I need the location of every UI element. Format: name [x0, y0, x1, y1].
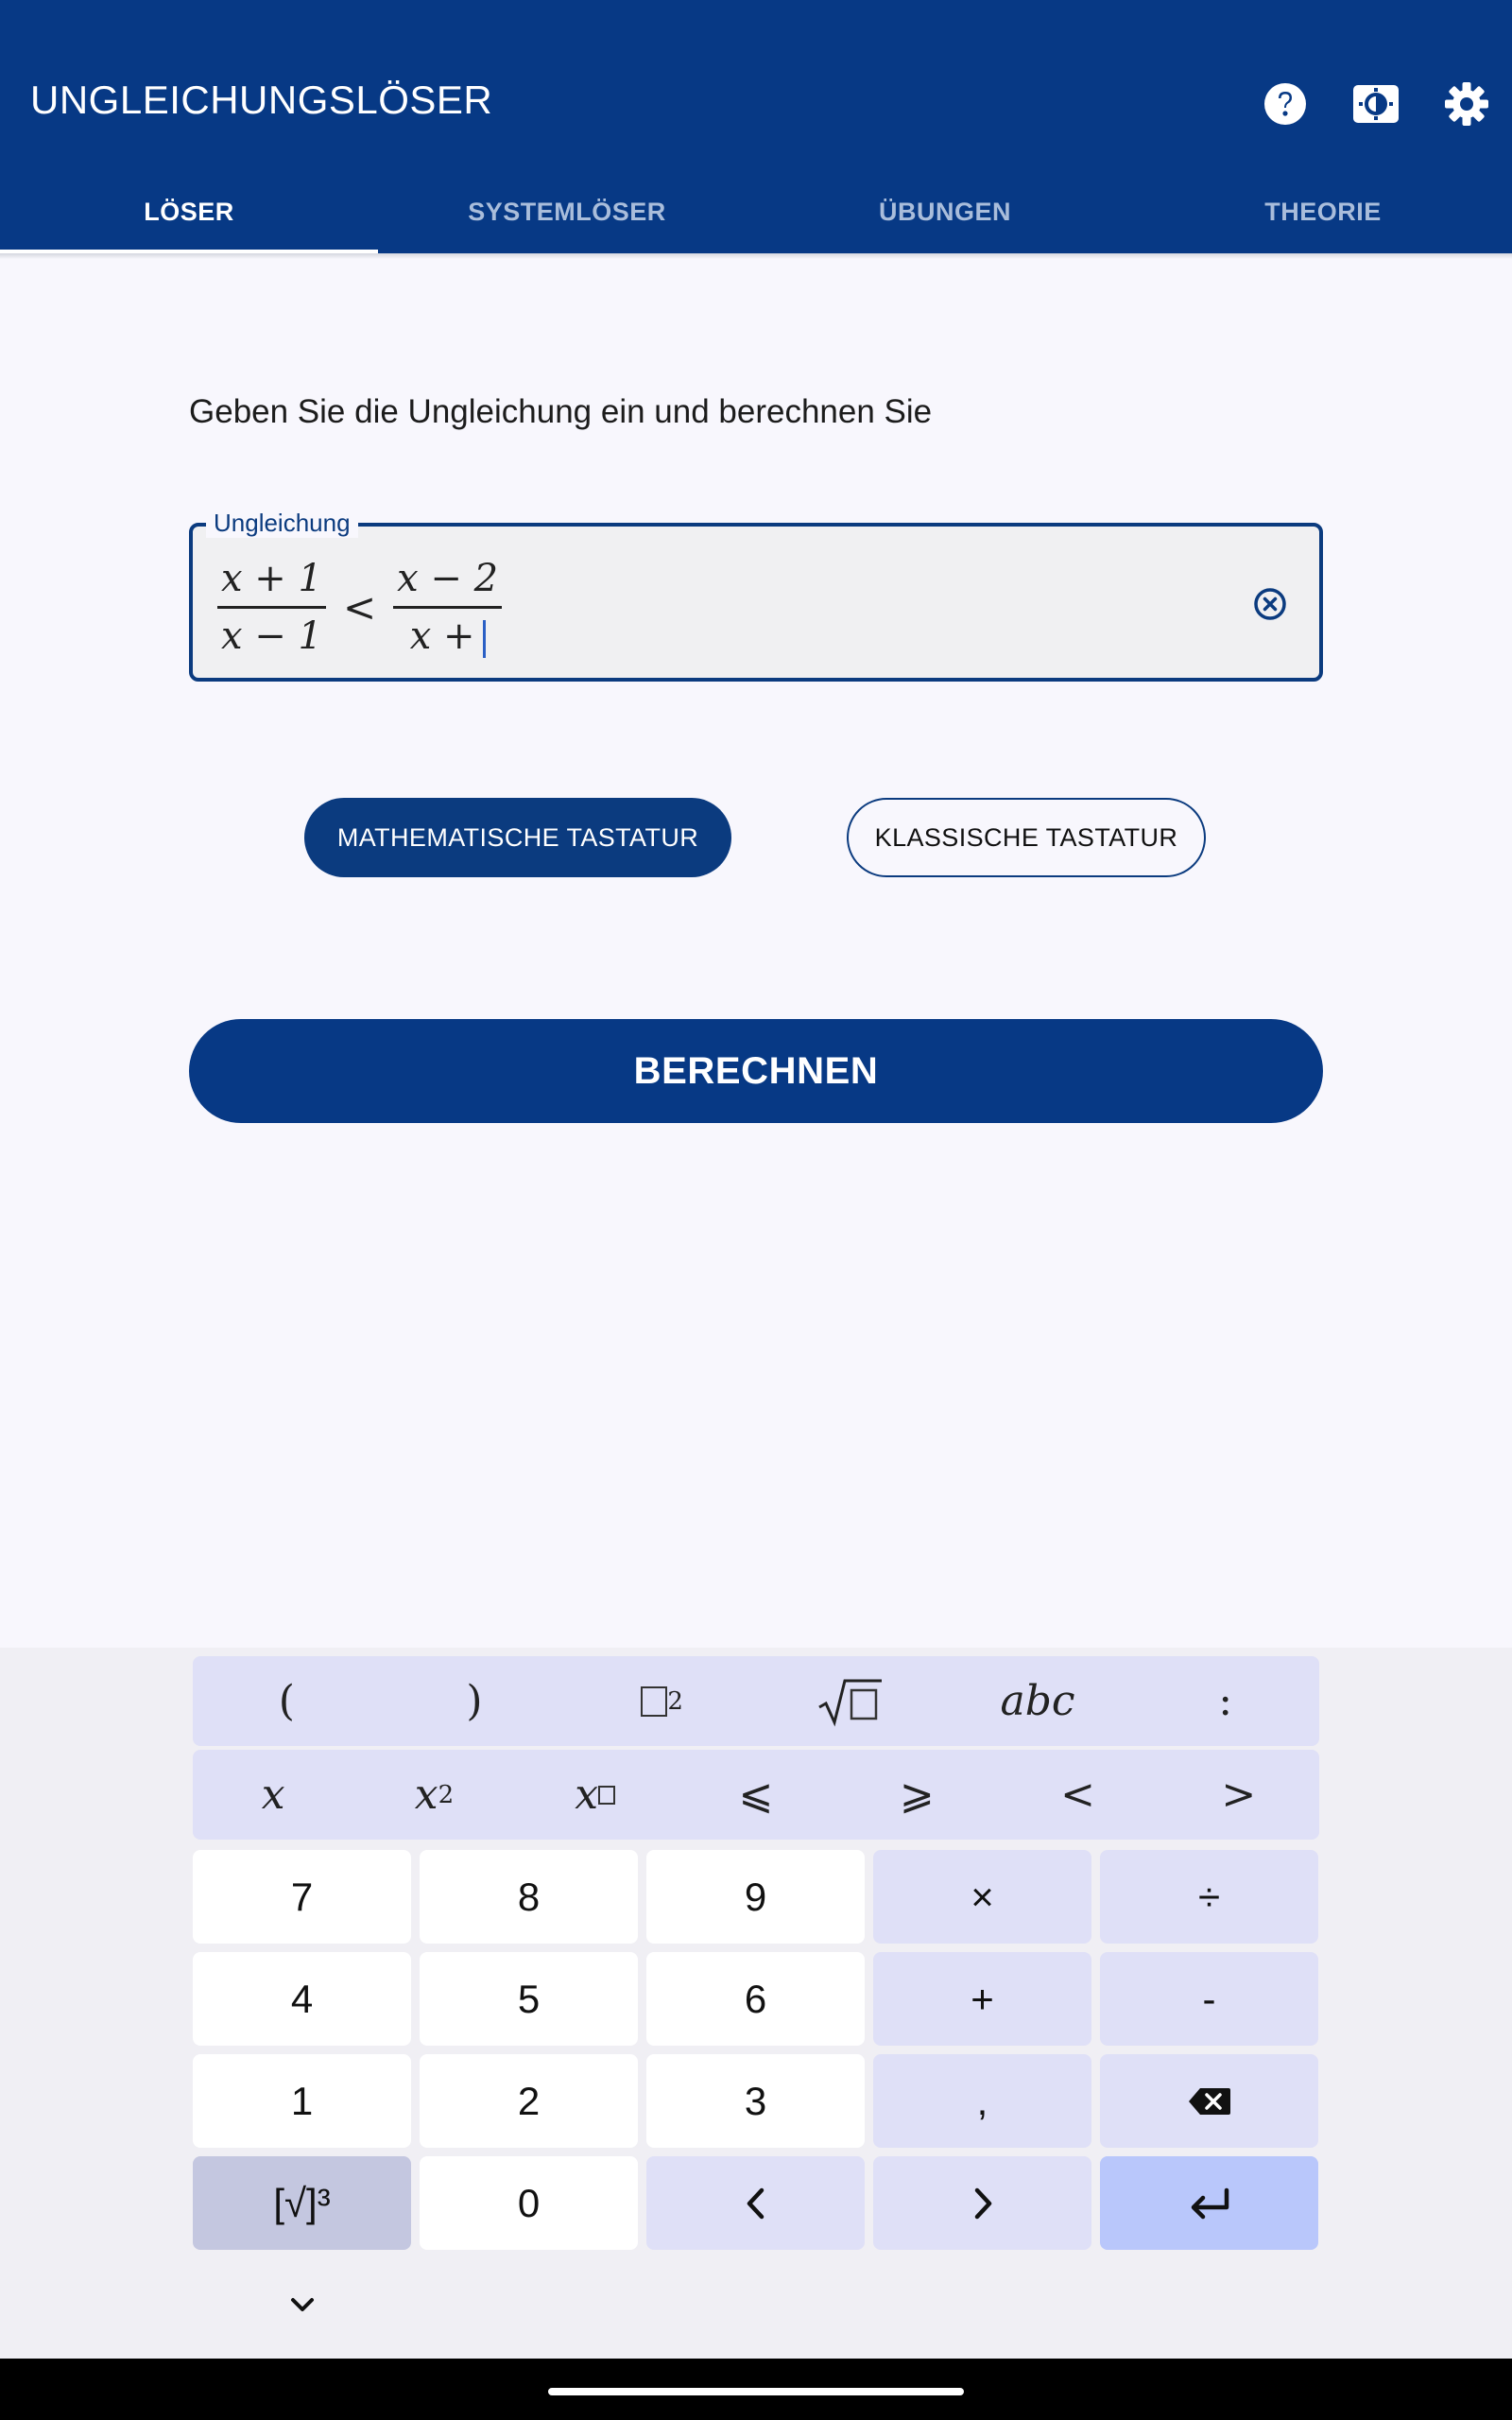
key-close-paren[interactable]: ) — [466, 1677, 483, 1725]
app-bar — [0, 0, 1512, 253]
clear-input-button[interactable] — [1249, 583, 1291, 625]
key-multiply[interactable]: × — [873, 1850, 1091, 1944]
x-power-base: x — [575, 1771, 599, 1819]
key-less-equal[interactable]: ⩽ — [738, 1771, 774, 1819]
relation-symbol: < — [342, 584, 377, 631]
keyboard-variable-row — [193, 1750, 1319, 1840]
key-1[interactable]: 1 — [193, 2054, 411, 2148]
key-4[interactable]: 4 — [193, 1952, 411, 2046]
key-backspace[interactable] — [1100, 2054, 1318, 2148]
key-x-squared[interactable] — [353, 1750, 514, 1840]
key-7[interactable]: 7 — [193, 1850, 411, 1944]
right-denominator — [406, 609, 490, 664]
classic-keyboard-button[interactable]: KLASSISCHE TASTATUR — [847, 798, 1206, 877]
chevron-down-icon — [288, 2295, 317, 2314]
clear-circle-icon — [1249, 583, 1291, 625]
instruction-text: Geben Sie die Ungleichung ein und berechnen Sie — [189, 393, 933, 430]
key-letters[interactable]: abc — [1000, 1677, 1075, 1725]
settings-icon — [1443, 80, 1490, 128]
key-open-paren[interactable]: ( — [278, 1677, 295, 1725]
key-divide[interactable]: ÷ — [1100, 1850, 1318, 1944]
chevron-right-icon — [970, 2187, 996, 2221]
key-6[interactable]: 6 — [646, 1952, 865, 2046]
right-denominator-var: x — [409, 614, 432, 658]
right-numerator: x − 2 — [397, 557, 499, 600]
key-greater-equal[interactable]: ⩾ — [899, 1771, 935, 1819]
key-cursor-right[interactable] — [873, 2156, 1091, 2250]
left-fraction — [217, 551, 326, 664]
tab-system-solver[interactable]: SYSTEMLÖSER — [468, 197, 666, 226]
key-0[interactable]: 0 — [420, 2156, 638, 2250]
key-colon[interactable]: : — [1218, 1677, 1233, 1725]
x-squared-base: x — [414, 1771, 438, 1819]
key-square[interactable] — [568, 1656, 756, 1746]
key-comma[interactable]: , — [873, 2054, 1091, 2148]
text-cursor — [483, 620, 486, 658]
tab-bar — [0, 170, 1512, 253]
calculate-button[interactable]: BERECHNEN — [189, 1019, 1323, 1123]
right-denominator-op: + — [443, 614, 475, 658]
app-bar-shadow — [0, 253, 1512, 259]
math-expression[interactable] — [217, 551, 502, 664]
right-fraction — [393, 551, 502, 664]
tab-solver[interactable]: LÖSER — [0, 170, 378, 253]
math-keyboard-button[interactable]: MATHEMATISCHE TASTATUR — [304, 798, 731, 877]
key-less-than[interactable]: < — [1060, 1771, 1095, 1819]
brightness-icon — [1351, 83, 1400, 125]
key-2[interactable]: 2 — [420, 2054, 638, 2148]
x-squared-exponent: 2 — [438, 1780, 455, 1809]
left-numerator: x + 1 — [221, 557, 322, 600]
home-indicator[interactable] — [548, 2388, 964, 2395]
sqrt-icon — [816, 1675, 884, 1728]
exponent-placeholder-box — [598, 1786, 615, 1805]
key-9[interactable]: 9 — [646, 1850, 865, 1944]
placeholder-box — [641, 1686, 667, 1717]
inequality-input[interactable] — [189, 509, 1323, 682]
key-3[interactable]: 3 — [646, 2054, 865, 2148]
key-5[interactable]: 5 — [420, 1952, 638, 2046]
brightness-button[interactable] — [1348, 76, 1404, 132]
settings-button[interactable] — [1438, 76, 1495, 132]
key-enter[interactable] — [1100, 2156, 1318, 2250]
key-x[interactable]: x — [261, 1771, 285, 1819]
key-8[interactable]: 8 — [420, 1850, 638, 1944]
key-plus[interactable]: + — [873, 1952, 1091, 2046]
backspace-icon — [1187, 2086, 1232, 2117]
key-cursor-left[interactable] — [646, 2156, 865, 2250]
chevron-left-icon — [743, 2187, 769, 2221]
keyboard-function-row — [193, 1656, 1319, 1746]
tab-theory[interactable]: THEORIE — [1264, 197, 1382, 226]
hide-keyboard-button[interactable] — [280, 2286, 325, 2324]
help-icon — [1263, 81, 1308, 127]
inequality-label: Ungleichung — [206, 508, 358, 538]
key-minus[interactable]: - — [1100, 1952, 1318, 2046]
key-sqrt[interactable] — [756, 1656, 944, 1746]
tab-exercises[interactable]: ÜBUNGEN — [878, 197, 1011, 226]
enter-icon — [1187, 2187, 1232, 2221]
square-exponent: 2 — [667, 1686, 683, 1716]
key-x-power[interactable] — [515, 1750, 676, 1840]
key-root-cube[interactable]: [√]³ — [193, 2156, 411, 2250]
key-greater-than[interactable]: > — [1221, 1771, 1257, 1819]
left-denominator: x − 1 — [221, 614, 322, 658]
help-button[interactable] — [1257, 76, 1314, 132]
app-title: UNGLEICHUNGSLÖSER — [30, 78, 493, 122]
